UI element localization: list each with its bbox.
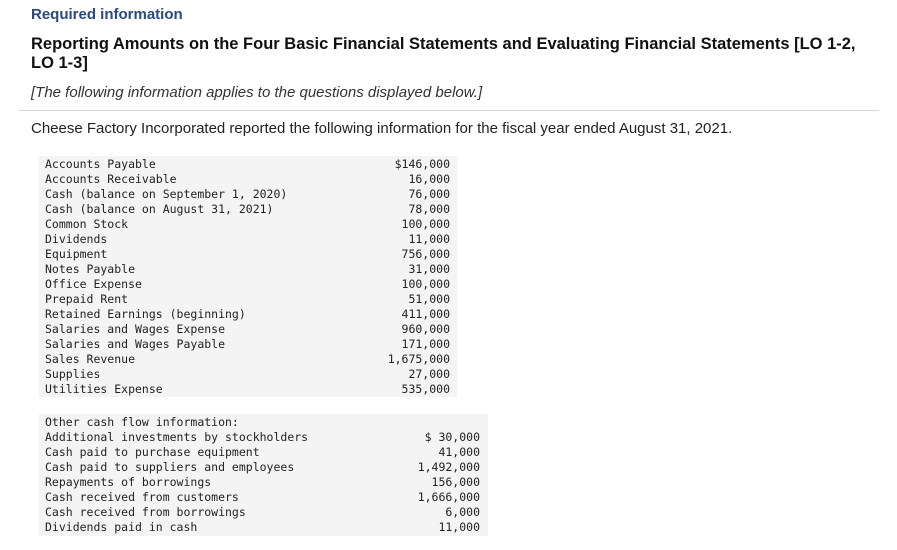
account-amount: $146,000: [394, 157, 450, 171]
account-label: Sales Revenue: [45, 352, 136, 366]
cash-flow-label: Dividends paid in cash: [45, 520, 198, 534]
table-row: [45, 307, 450, 322]
account-amount: 756,000: [401, 247, 450, 261]
table-row: [45, 520, 480, 535]
table-row: [45, 382, 450, 397]
account-amount: 16,000: [408, 172, 450, 186]
table-row: [45, 352, 450, 367]
account-label: Utilities Expense: [45, 382, 163, 396]
table-row: [45, 187, 450, 202]
table-row: [45, 202, 450, 217]
cash-flow-amount: 1,666,000: [417, 490, 480, 504]
table-row: [45, 460, 480, 475]
cash-flow-amount: 11,000: [438, 520, 480, 534]
account-label: Accounts Receivable: [45, 172, 177, 186]
table-row: [45, 292, 450, 307]
table-row: [45, 505, 480, 520]
table-row: [45, 247, 450, 262]
account-label: Cash (balance on August 31, 2021): [45, 202, 274, 216]
account-amount: 535,000: [401, 382, 450, 396]
table-row: [45, 430, 480, 445]
account-amount: 31,000: [408, 262, 450, 276]
account-label: Common Stock: [45, 217, 129, 231]
account-label: Salaries and Wages Payable: [45, 337, 226, 351]
account-label: Accounts Payable: [45, 157, 156, 171]
account-label: Supplies: [45, 367, 101, 381]
accounts-table: [39, 156, 457, 397]
cash-flow-heading-text: Other cash flow information:: [45, 415, 239, 429]
account-label: Salaries and Wages Expense: [45, 322, 226, 336]
table-row: [45, 262, 450, 277]
cash-flow-label: Repayments of borrowings: [45, 475, 212, 489]
account-amount: 11,000: [408, 232, 450, 246]
table-row: [45, 490, 480, 505]
table-row: [45, 475, 480, 490]
account-label: Notes Payable: [45, 262, 136, 276]
divider: [19, 110, 879, 111]
account-amount: 411,000: [401, 307, 450, 321]
required-information-heading: Required information: [31, 6, 183, 23]
account-label: Equipment: [45, 247, 108, 261]
account-label: Prepaid Rent: [45, 292, 129, 306]
account-amount: 960,000: [401, 322, 450, 336]
cash-flow-label: Cash paid to suppliers and employees: [45, 460, 295, 474]
account-amount: 27,000: [408, 367, 450, 381]
cash-flow-amount: 6,000: [445, 505, 480, 519]
table-row: [45, 367, 450, 382]
cash-flow-amount: 1,492,000: [417, 460, 480, 474]
cash-flow-amount: $ 30,000: [424, 430, 480, 444]
table-row: [45, 232, 450, 247]
account-label: Office Expense: [45, 277, 142, 291]
cash-flow-label: Cash received from customers: [45, 490, 239, 504]
table-row: [45, 322, 450, 337]
cash-flow-label: Cash paid to purchase equipment: [45, 445, 260, 459]
account-amount: 100,000: [401, 277, 450, 291]
cash-flow-label: Cash received from borrowings: [45, 505, 246, 519]
account-label: Cash (balance on September 1, 2020): [45, 187, 288, 201]
account-label: Retained Earnings (beginning): [45, 307, 246, 321]
cash-flow-heading: [45, 415, 480, 430]
account-label: Dividends: [45, 232, 108, 246]
table-row: [45, 445, 480, 460]
table-row: [45, 217, 450, 232]
intro-text: Cheese Factory Incorporated reported the following information for the fiscal year ended August 31, 2021.: [31, 120, 733, 137]
table-row: [45, 172, 450, 187]
account-amount: 171,000: [401, 337, 450, 351]
problem-title: Reporting Amounts on the Four Basic Financial Statements and Evaluating Financial Statements [LO 1-2, LO 1-3]: [31, 35, 856, 72]
cash-flow-label: Additional investments by stockholders: [45, 430, 309, 444]
table-row: [45, 277, 450, 292]
account-amount: 78,000: [408, 202, 450, 216]
table-row: [45, 157, 450, 172]
cash-flow-amount: 156,000: [431, 475, 480, 489]
cash-flow-table: [39, 414, 488, 536]
account-amount: 51,000: [408, 292, 450, 306]
account-amount: 1,675,000: [387, 352, 450, 366]
account-amount: 100,000: [401, 217, 450, 231]
applies-note: [The following information applies to the questions displayed below.]: [31, 84, 483, 101]
account-amount: 76,000: [408, 187, 450, 201]
cash-flow-amount: 41,000: [438, 445, 480, 459]
table-row: [45, 337, 450, 352]
